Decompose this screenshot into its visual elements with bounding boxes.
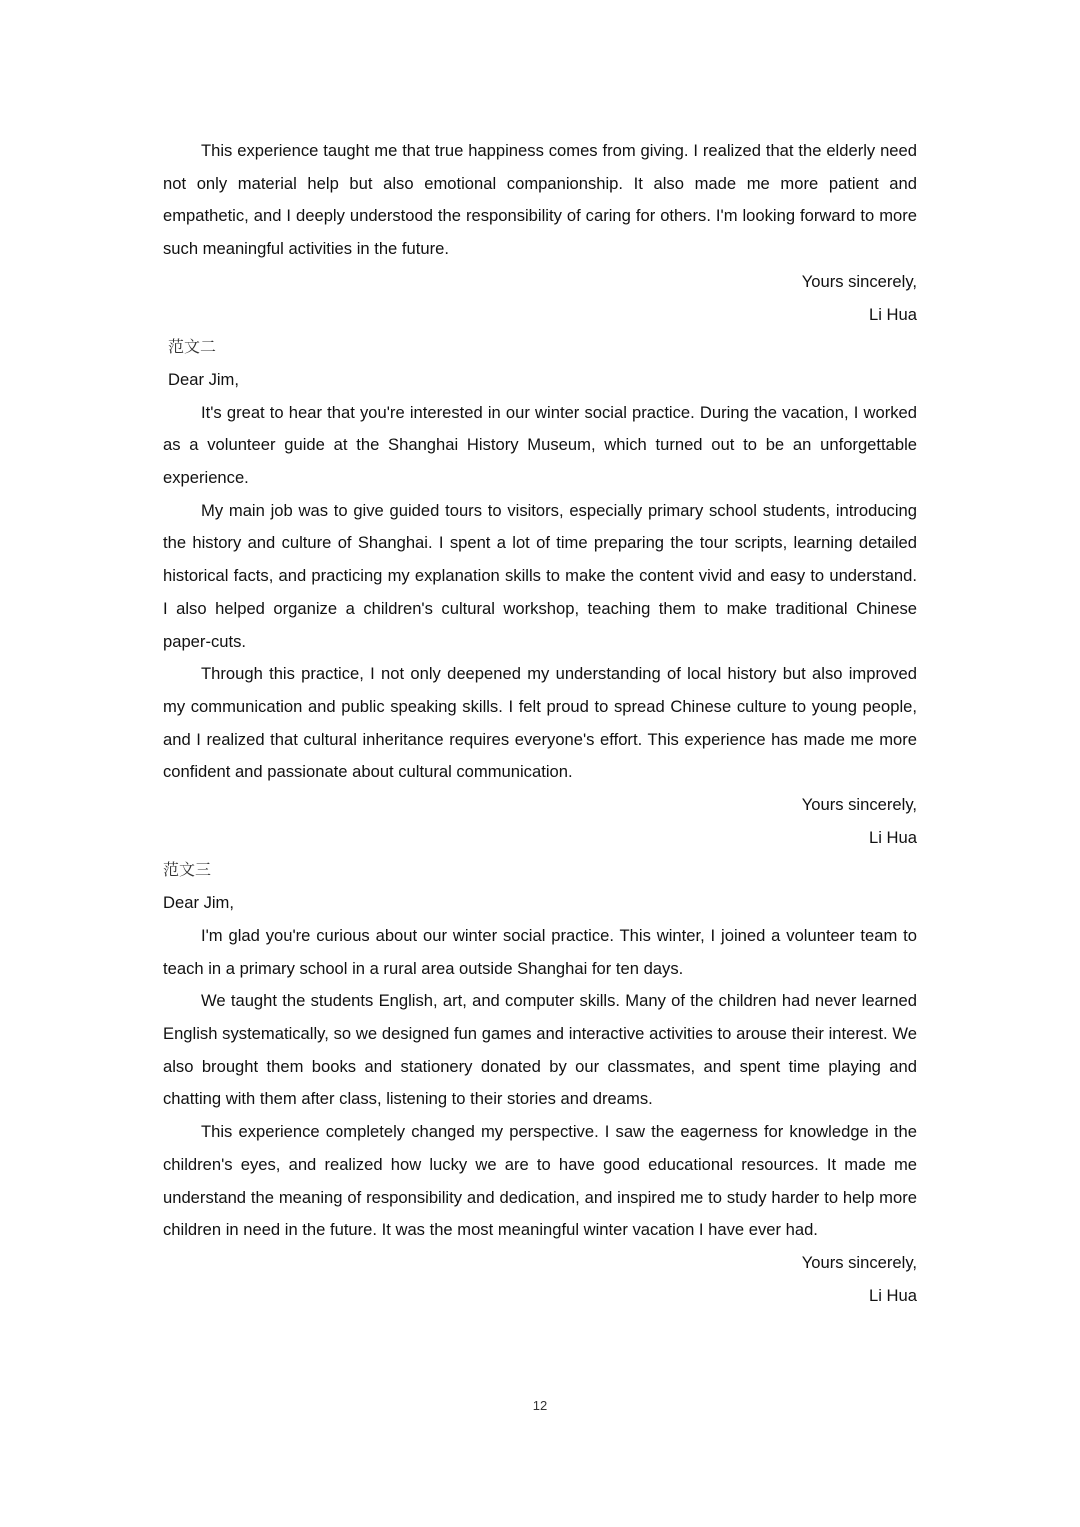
signature: Li Hua	[869, 827, 917, 847]
section-heading: 范文三	[163, 860, 212, 880]
paragraph: I'm glad you're curious about our winter social practice. This winter, I joined a volunteer team to teach in a primary school in a rural area outside Shanghai for ten days.	[163, 925, 917, 978]
paragraph: This experience taught me that true happiness comes from giving. I realized that the elderly need not only material help but also emotional companionship. It also made me more patient and empathetic, and I deeply understood the responsibility of caring for others. I'm looking forward to more such meaningful activities in the future.	[163, 141, 917, 259]
section-heading: 范文二	[168, 337, 217, 357]
paragraph: Through this practice, I not only deepened my understanding of local history but also improved my communication and public speaking skills. I felt proud to spread Chinese culture to young people, and I realized that cultural inheritance requires everyone's effort. This experience has made me more confident and passionate about cultural communication.	[163, 664, 917, 782]
signature: Li Hua	[869, 1285, 917, 1305]
paragraph: It's great to hear that you're interested in our winter social practice. During the vacation, I worked as a volunteer guide at the Shanghai History Museum, which turned out to be an unforgettable experience.	[163, 402, 917, 488]
signature: Li Hua	[869, 304, 917, 324]
paragraph: We taught the students English, art, and computer skills. Many of the children had never learned English systematically, so we designed fun games and interactive activities to arouse their interest. We also brought them books and stationery donated by our classmates, and spent time playing and chatting with them after class, listening to their stories and dreams.	[163, 991, 917, 1109]
closing: Yours sincerely,	[801, 1252, 917, 1272]
closing: Yours sincerely,	[801, 795, 917, 815]
closing: Yours sincerely,	[801, 271, 917, 291]
salutation: Dear Jim,	[168, 369, 239, 389]
paragraph: My main job was to give guided tours to visitors, especially primary school students, introducing the history and culture of Shanghai. I spent a lot of time preparing the tour scripts, learning detailed historical facts, and practicing my explanation skills to make the content vivid and easy to understand. I also helped organize a children's cultural workshop, teaching them to make traditional Chinese paper-cuts.	[163, 500, 917, 651]
document-body	[163, 135, 917, 1312]
paragraph: This experience completely changed my perspective. I saw the eagerness for knowledge in the children's eyes, and realized how lucky we are to have good educational resources. It made me understand the meaning of responsibility and dedication, and inspired me to study harder to help more children in need in the future. It was the most meaningful winter vacation I have ever had.	[163, 1122, 917, 1240]
page-number: 12	[532, 1398, 548, 1413]
salutation: Dear Jim,	[163, 893, 234, 913]
